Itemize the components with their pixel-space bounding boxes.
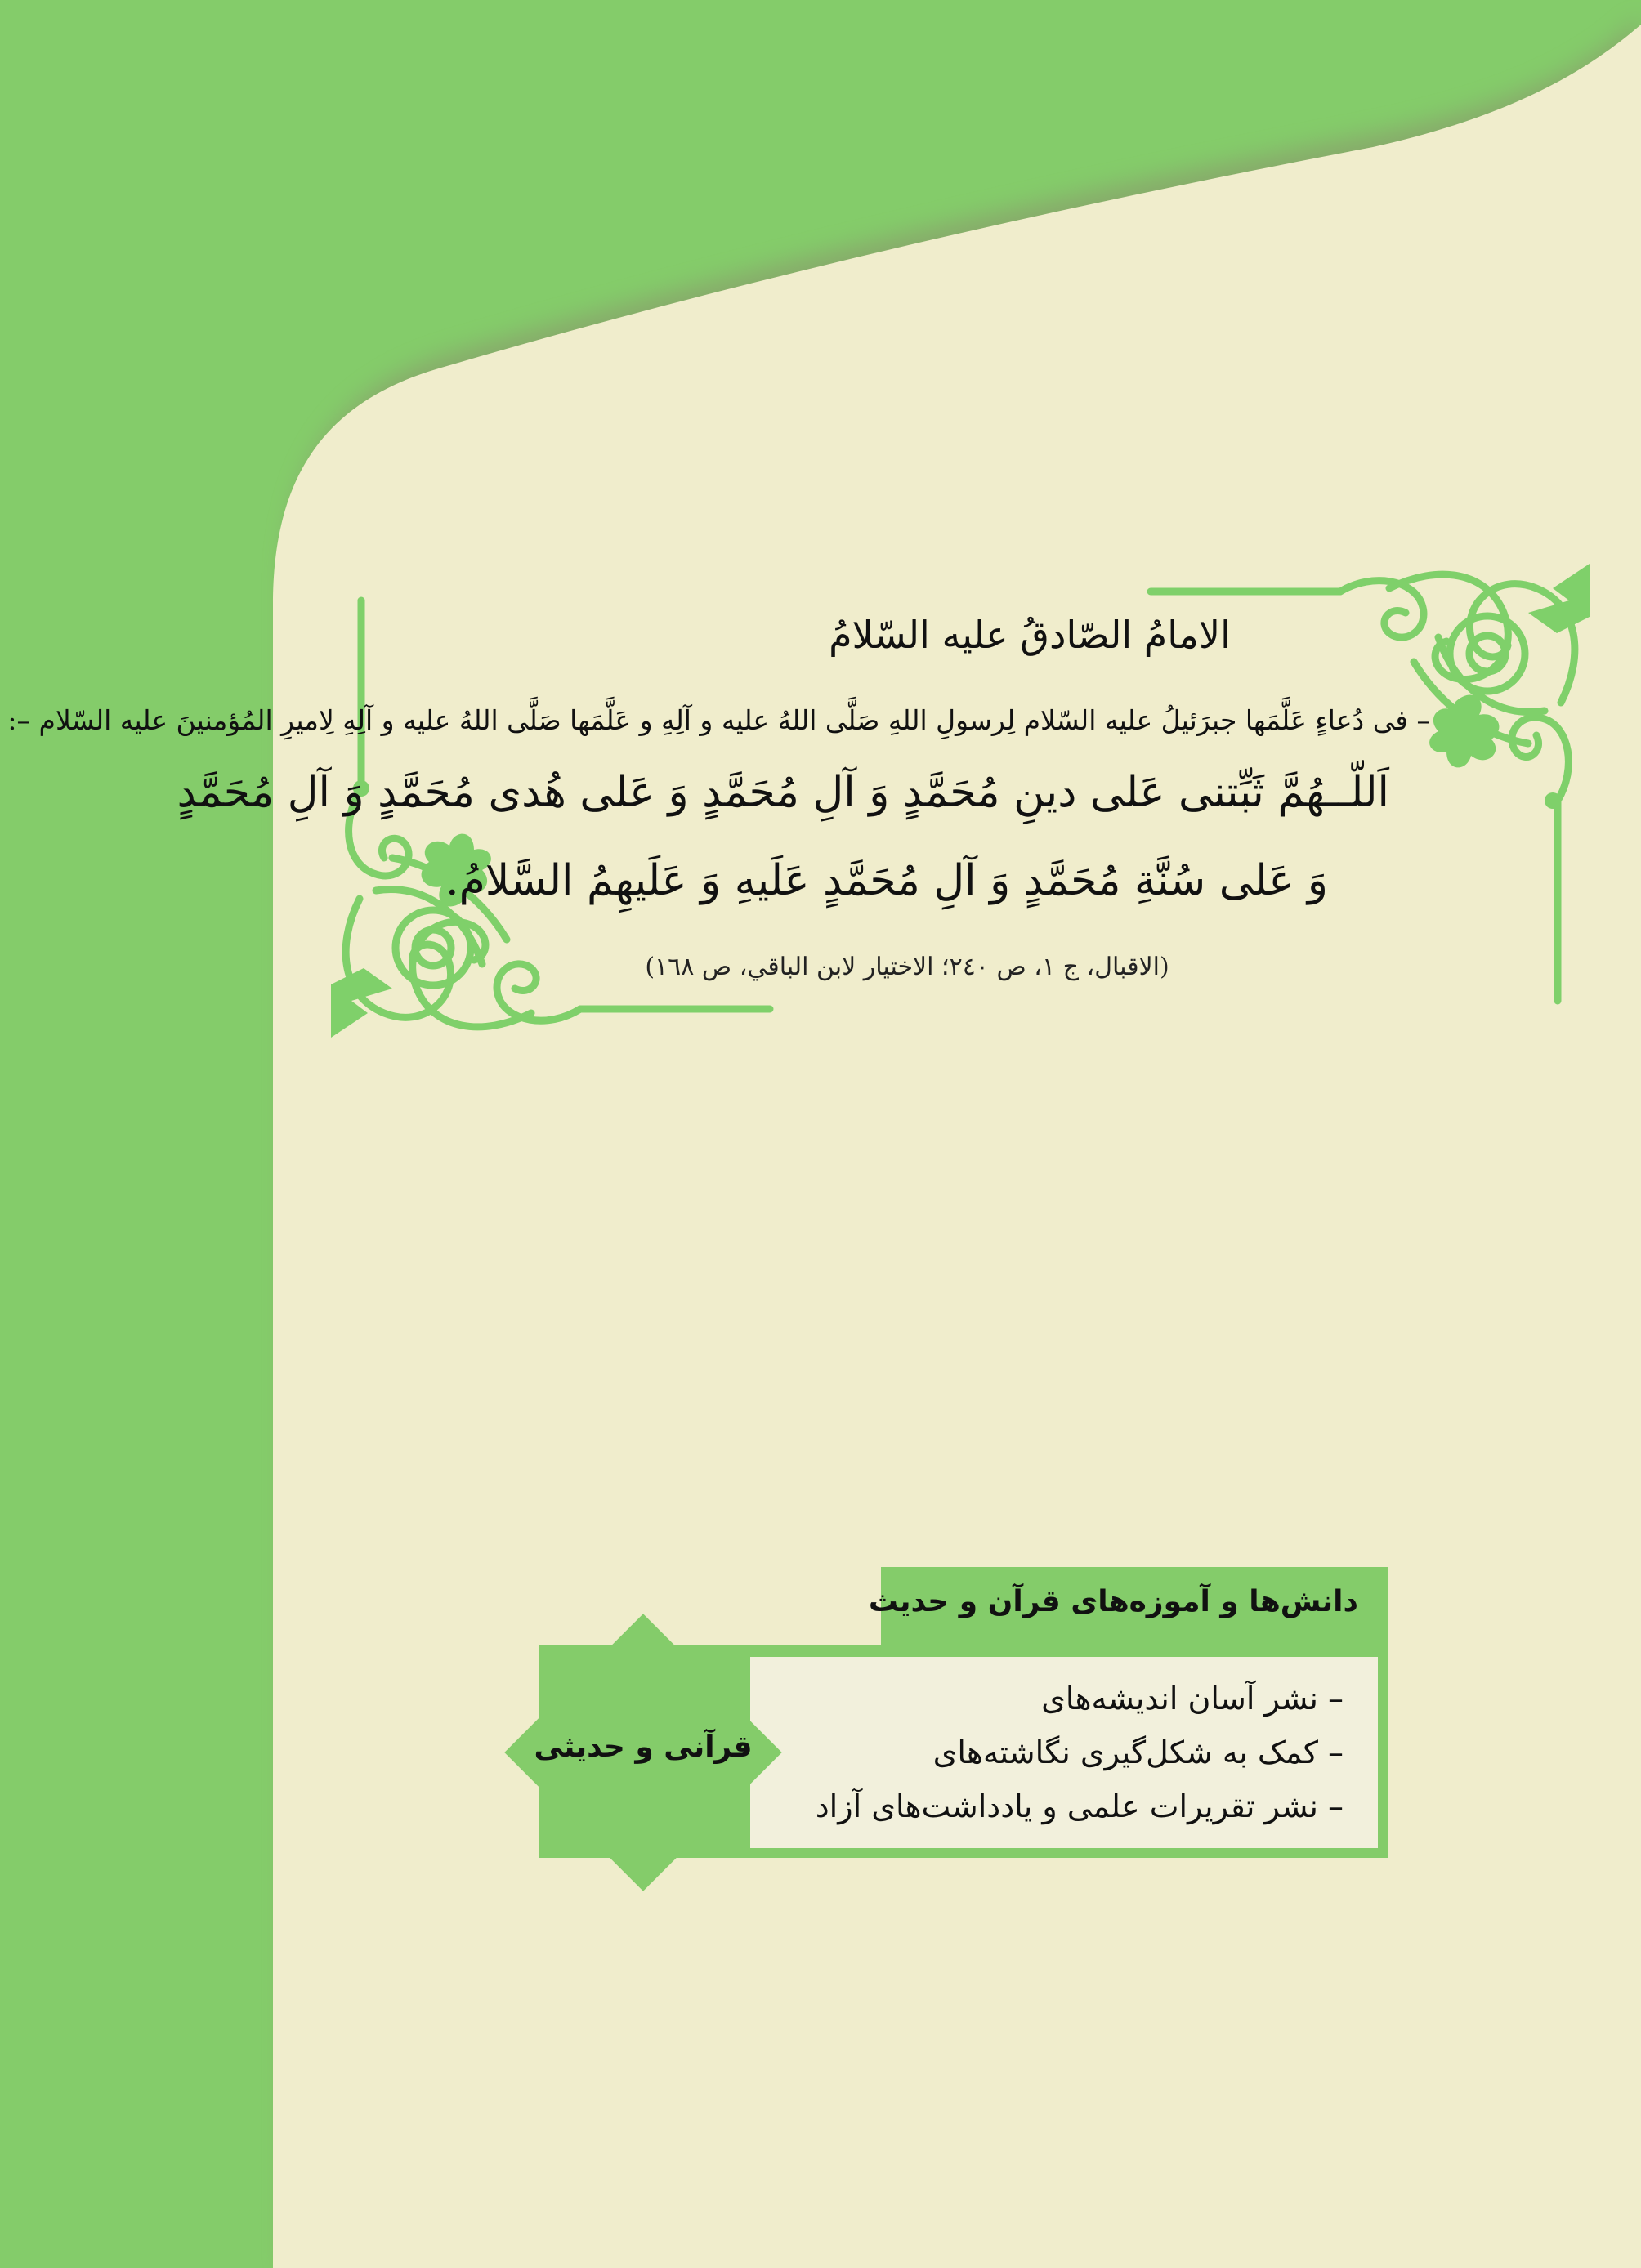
hadith-source: (الاقبال، ج ١، ص ٢٤٠؛ الاختیار لابن الباقي، ص ١٦٨) — [645, 953, 1169, 981]
info-box-title: دانش‌ها و آموزه‌های قرآن و حدیث — [868, 1585, 1358, 1618]
info-box-item: – کمک به شکل‌گیری نگاشته‌های — [932, 1734, 1344, 1770]
hadith-speaker: الامامُ الصّادقُ علیه السّلامُ — [829, 613, 1231, 657]
info-box-item: – نشر آسان اندیشه‌های — [1041, 1681, 1344, 1717]
hadith-section — [0, 0, 1641, 1078]
hadith-text-line-1: اَللّــهُمَّ ثَبِّتنی عَلی دینِ مُحَمَّدٍ وَ آلِ مُحَمَّدٍ وَ عَلی هُدی مُحَمَّدٍ وَ آلِ مُحَمَّدٍ — [177, 768, 1389, 817]
info-box-item: – نشر تقریرات علمی و یادداشت‌های آزاد — [815, 1788, 1344, 1824]
hadith-intro: – فی دُعاءٍ عَلَّمَها جبرَئیلُ علیه السّلام لِرسولِ اللهِ صَلَّی اللهُ علیه و آلِهِ و عَلَّمَها صَلَّی اللهُ علیه و آلِهِ لِامیرِ المُؤمنینَ علیه السّلام –: — [7, 704, 1430, 736]
info-box-content — [750, 1657, 1378, 1848]
hadith-text-line-2: وَ عَلی سُنَّةِ مُحَمَّدٍ وَ آلِ مُحَمَّدٍ عَلَیهِ وَ عَلَیهِمُ السَّلامُ. — [445, 856, 1328, 905]
badge-label: قرآنی و حدیثی — [534, 1730, 753, 1764]
info-box-title-tab — [868, 1567, 1388, 1645]
